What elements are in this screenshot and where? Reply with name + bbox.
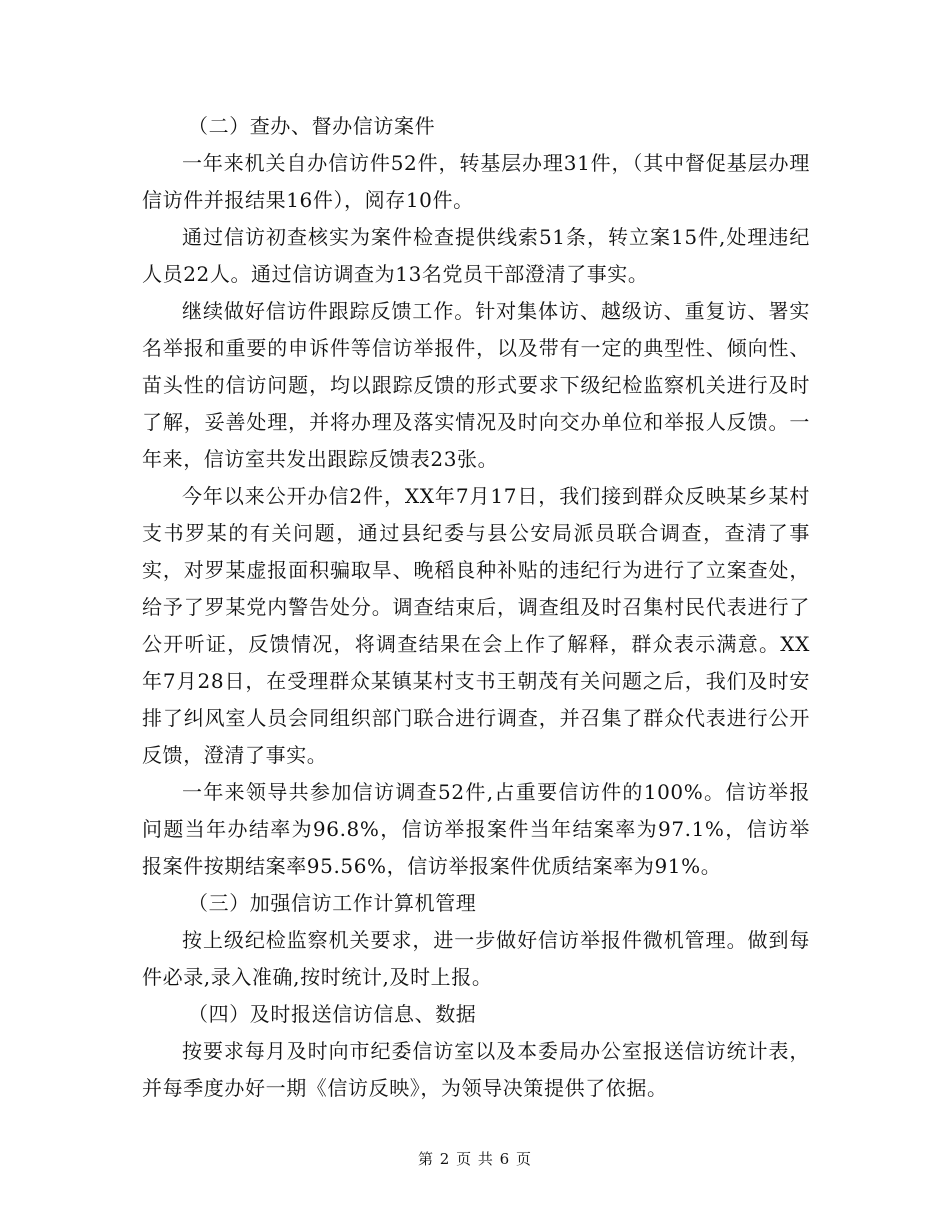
paragraph-public-handling: 今年以来公开办信2件，XX年7月17日，我们接到群众反映某乡某村支书罗某的有关问题，通过县纪委与县公安局派员联合调查，查清了事实，对罗某虚报面积骗取旱、晚稻良种补贴的违纪行为进行了立案查处，给予了罗某党内警告处分。调查结束后，调查组及时召集村民代表进行了公开听证，反馈情况，将调查结果在会上作了解释，群众表示满意。XX年7月28日，在受理群众某镇某村支书王朝茂有关问题之后，我们及时安排了纠风室人员会同组织部门联合进行调查，并召集了群众代表进行公开反馈，澄清了事实。 xyxy=(142,484,810,767)
paragraph-case-clues: 通过信访初查核实为案件检查提供线索51条，转立案15件,处理违纪人员22人。通过信访调查为13名党员干部澄清了事实。 xyxy=(142,225,810,286)
section-heading-computer-management: （三）加强信访工作计算机管理 xyxy=(188,891,477,915)
page-number-footer: 第 2 页 共 6 页 xyxy=(418,1150,532,1168)
section-heading-reporting: （四）及时报送信访信息、数据 xyxy=(188,1002,477,1026)
paragraph-self-handled-cases: 一年来机关自办信访件52件，转基层办理31件，（其中督促基层办理信访件并报结果16件），阅存10件。 xyxy=(142,151,810,212)
section-heading-investigation: （二）查办、督办信访案件 xyxy=(188,114,436,138)
paragraph-leadership-statistics: 一年来领导共参加信访调查52件,占重要信访件的100%。信访举报问题当年办结率为96.8%，信访举报案件当年结案率为97.1%，信访举报案件按期结案率95.56%，信访举报案件优质结案率为91%。 xyxy=(142,780,810,878)
document-body xyxy=(142,108,810,1107)
paragraph-tracking-feedback: 继续做好信访件跟踪反馈工作。针对集体访、越级访、重复访、署实名举报和重要的申诉件等信访举报件，以及带有一定的典型性、倾向性、苗头性的信访问题，均以跟踪反馈的形式要求下级纪检监察机关进行及时了解，妥善处理，并将办理及落实情况及时向交办单位和举报人反馈。一年来，信访室共发出跟踪反馈表23张。 xyxy=(142,299,810,471)
paragraph-reporting: 按要求每月及时向市纪委信访室以及本委局办公室报送信访统计表，并每季度办好一期《信访反映》，为领导决策提供了依据。 xyxy=(142,1039,810,1100)
paragraph-computer-management: 按上级纪检监察机关要求，进一步做好信访举报件微机管理。做到每件必录,录入准确,按时统计,及时上报。 xyxy=(142,928,810,989)
